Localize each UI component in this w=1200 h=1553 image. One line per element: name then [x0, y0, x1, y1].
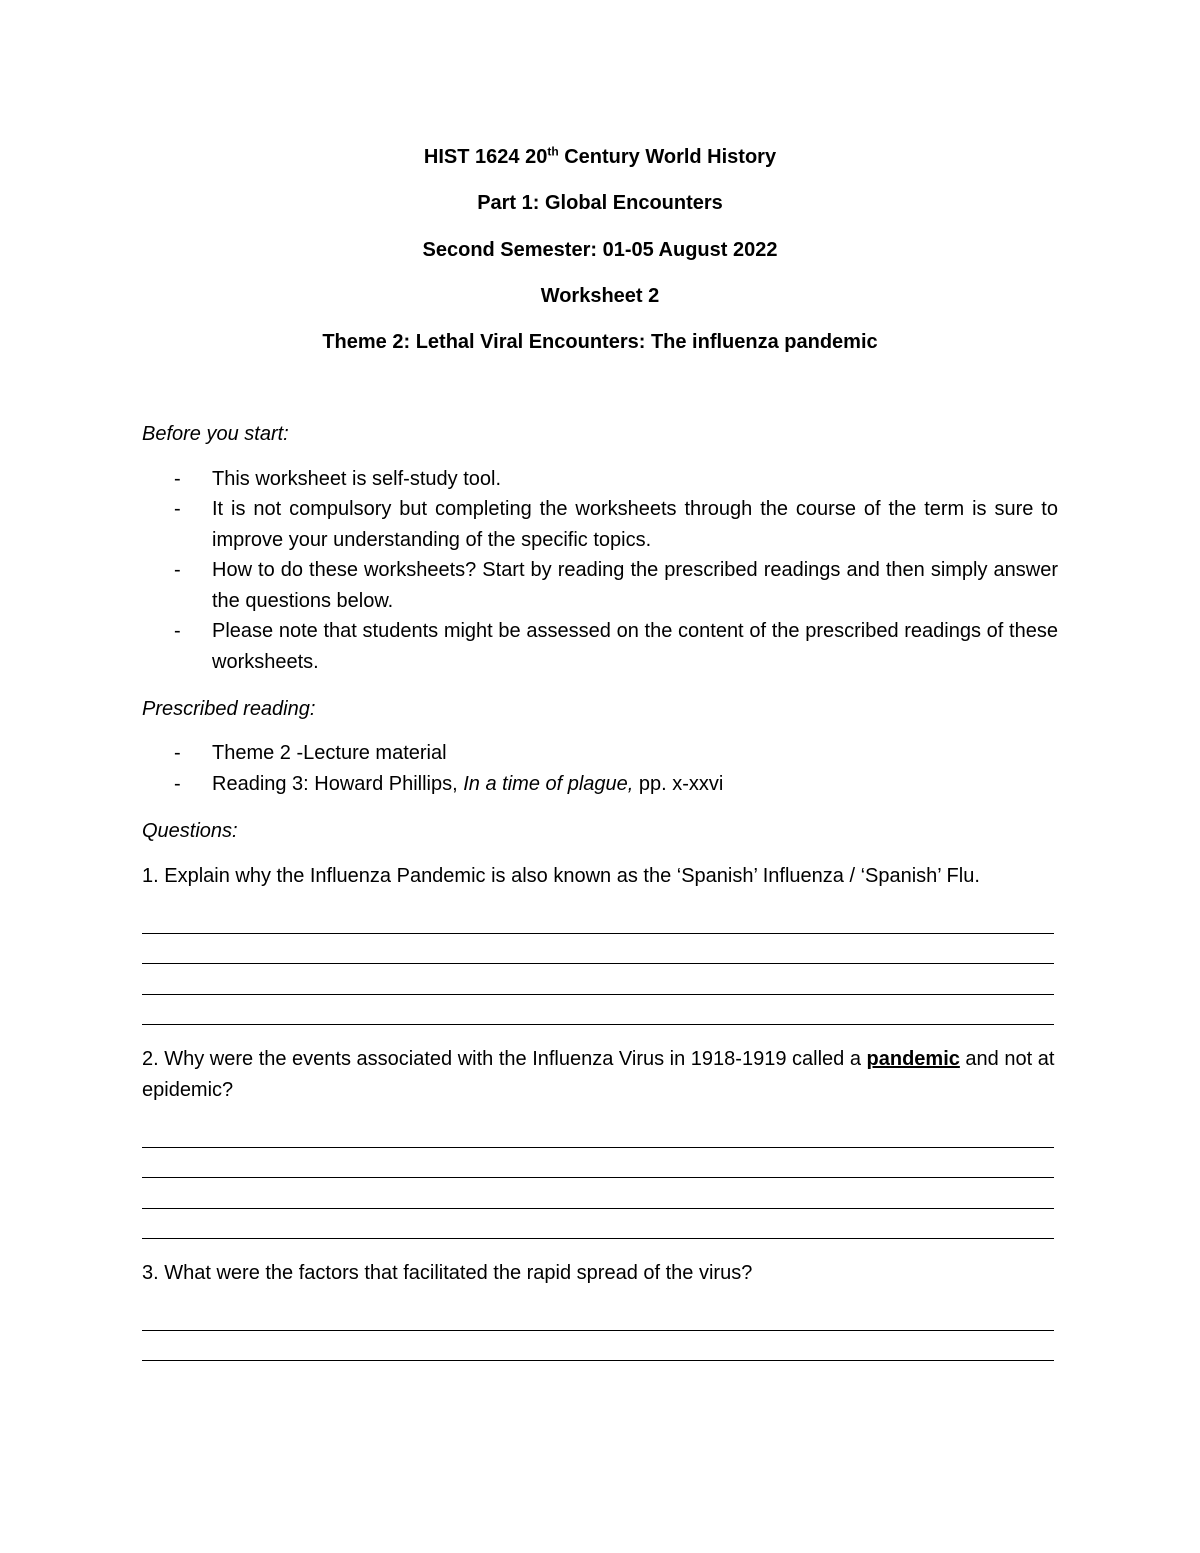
dash-bullet: -	[174, 498, 181, 520]
list-item: - This worksheet is self-study tool.	[142, 464, 1058, 495]
list-item: - It is not compulsory but completing the worksheets through the course of the term is sure to improve your understanding of the specific topics.	[142, 494, 1058, 556]
question-3: 3. What were the factors that facilitated the rapid spread of the virus?	[142, 1262, 753, 1284]
course-title: HIST 1624 20th Century World History	[423, 144, 777, 168]
dash-bullet: -	[174, 773, 181, 795]
dash-bullet: -	[174, 468, 181, 490]
question-2: 2. Why were the events associated with the Influenza Virus in 1918-1919 called a pandemic and not at epidemic?	[142, 1048, 1055, 1101]
answer-line[interactable]	[142, 963, 1054, 964]
answer-line[interactable]	[142, 994, 1054, 995]
worksheet-title: Worksheet 2	[540, 285, 660, 307]
answer-line[interactable]	[142, 1208, 1054, 1209]
dash-bullet: -	[174, 620, 181, 642]
answer-line[interactable]	[142, 1024, 1054, 1025]
answer-line[interactable]	[142, 1147, 1054, 1148]
dash-bullet: -	[174, 559, 181, 581]
dash-bullet: -	[174, 742, 181, 764]
list-item: - How to do these worksheets? Start by reading the prescribed readings and then simply answer the questions below.	[142, 555, 1058, 617]
list-item: - Theme 2 -Lecture material	[142, 738, 1058, 769]
answer-line[interactable]	[142, 1330, 1054, 1331]
question-1: 1. Explain why the Influenza Pandemic is also known as the ‘Spanish’ Influenza / ‘Spanish’ Flu.	[142, 865, 980, 887]
prescribed-heading: Prescribed reading:	[142, 698, 316, 720]
answer-line[interactable]	[142, 1238, 1054, 1239]
list-item: - Please note that students might be assessed on the content of the prescribed readings of these worksheets.	[142, 616, 1058, 678]
list-item: - Reading 3: Howard Phillips, In a time of plague, pp. x-xxvi	[142, 769, 1058, 800]
part-title: Part 1: Global Encounters	[477, 192, 723, 214]
answer-line[interactable]	[142, 1360, 1054, 1361]
theme-title: Theme 2: Lethal Viral Encounters: The influenza pandemic	[322, 331, 878, 353]
questions-heading: Questions:	[142, 820, 238, 842]
answer-line[interactable]	[142, 933, 1054, 934]
semester-title: Second Semester: 01-05 August 2022	[422, 239, 778, 261]
before-start-heading: Before you start:	[142, 423, 289, 445]
answer-line[interactable]	[142, 1177, 1054, 1178]
